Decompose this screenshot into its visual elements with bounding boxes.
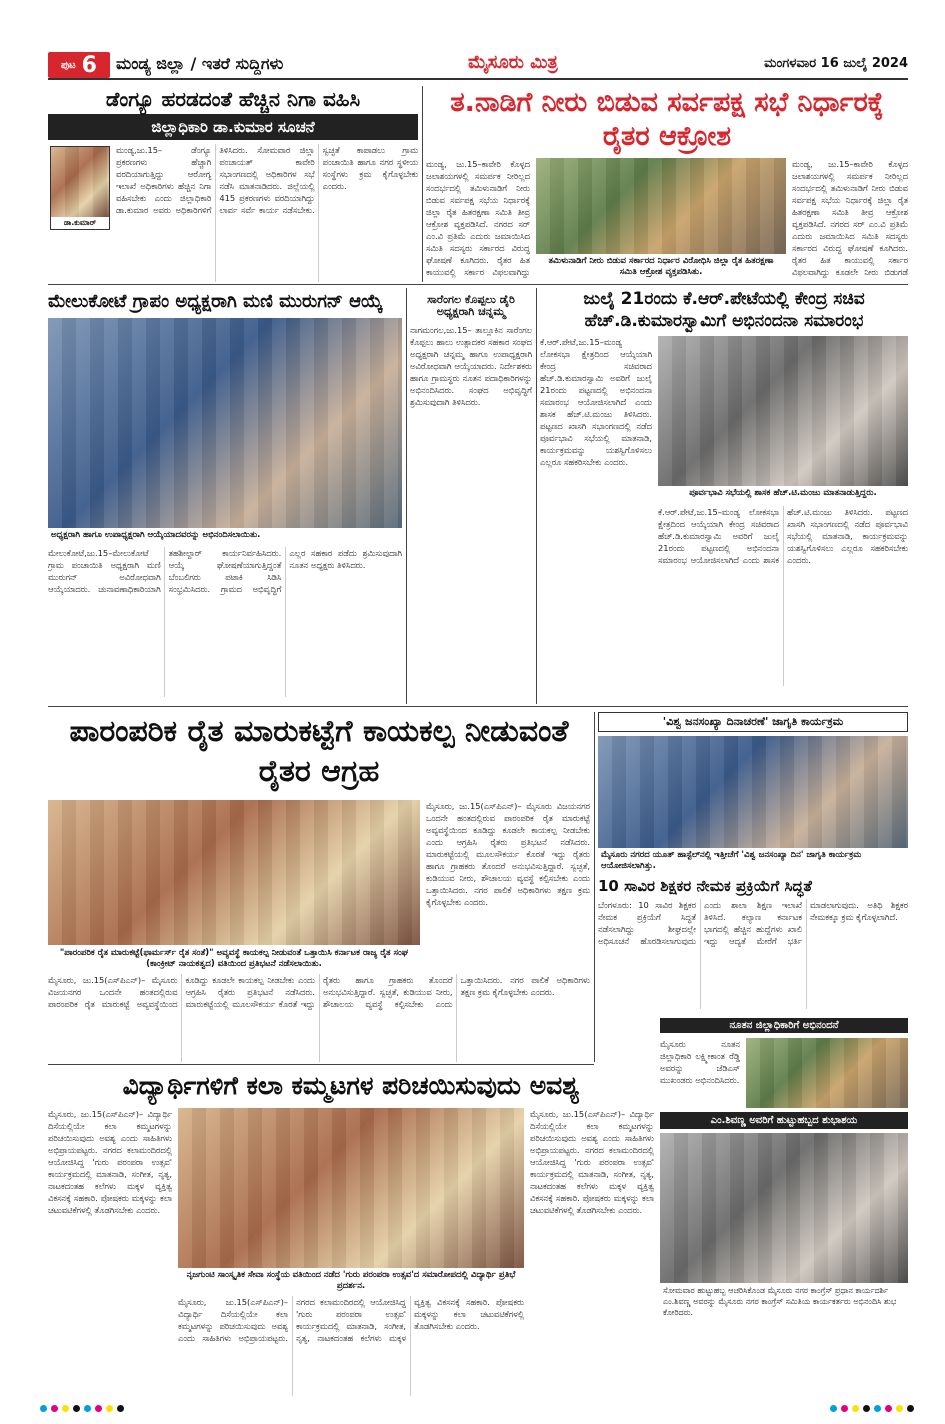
population-photo [598, 736, 908, 848]
saremgala-headline: ಸಾರೆಂಗಲ ಕೊಪ್ಪಲು ಡೈರಿ ಅಧ್ಯಕ್ಷರಾಗಿ ಚನ್ನಮ್ಮ [427, 293, 515, 319]
article-saremgala [410, 288, 532, 704]
kr-pete-photo [658, 336, 908, 486]
article-birthday [660, 1112, 908, 1398]
cauvery-body-right: ಮಂಡ್ಯ, ಜು.15–ಕಾವೇರಿ ಕೊಳ್ಳದ ಜಲಾಶಯಗಳಲ್ಲಿ ಸಮರ್ಪಕ ನೀರಿಲ್ಲದ ಸಂದರ್ಭದಲ್ಲಿ ತಮಿಳುನಾಡಿಗೆ ನೀರು ಬಿಡುವ ಸರ್ವಪಕ್ಷ ಸಭೆಯ ನಿರ್ಧಾರಕ್ಕೆ ಜಿಲ್ಲಾ ರೈತ ಹಿತರಕ್ಷಣಾ ಸಮಿತಿ ತೀವ್ರ ಆಕ್ರೋಶ ವ್ಯಕ್ತಪಡಿಸಿದೆ. ನಗರದ ಸರ್ ಎಂ.ವಿ ಪ್ರತಿಮೆ ಎದುರು ಜಮಾಯಿಸಿದ ಸಮಿತಿ ಸದಸ್ಯರು ಸರ್ಕಾರದ ವಿರುದ್ಧ ಘೋಷಣೆ ಕೂಗಿದರು. ರೈತರ ಹಿತ ಕಾಯುವಲ್ಲಿ ಸರ್ಕಾರ ವಿಫಲವಾಗಿದ್ದು ಕೂಡಲೇ ನೀರು ಬಿಡುಗಡೆ [792, 159, 908, 277]
kr-pete-headline: ಜುಲೈ 21ರಂದು ಕೆ.ಆರ್.ಪೇಟೆಯಲ್ಲಿ ಕೇಂದ್ರ ಸಚಿವ ಹೆಚ್.ಡಿ.ಕುಮಾರಸ್ವಾಮಿಗೆ ಅಭಿನಂದನಾ ಸಮಾರಂಭ [583, 289, 865, 331]
art-body-right: ಮೈಸೂರು, ಜು.15(ಎಸ್‌ಪಿಎನ್)– ವಿದ್ಯಾರ್ಥಿ ದಿಸೆಯಲ್ಲಿಯೇ ಕಲಾ ಕಮ್ಮಟಗಳನ್ನು ಪರಿಚಯಿಸುವುದು ಅವಶ್ಯ ಎಂದು ಸಾಹಿತಿಗಳು ಅಭಿಪ್ರಾಯಪಟ್ಟರು. ನಗರದ ಕಲಾಮಂದಿರದಲ್ಲಿ ಆಯೋಜಿಸಿದ್ದ 'ಗುರು ಪರಂಪರಾ ಉತ್ಸವ' ಕಾರ್ಯಕ್ರಮದಲ್ಲಿ ಮಾತನಾಡಿ, ಸಂಗೀತ, ನೃತ್ಯ, ನಾಟಕದಂತಹ ಕಲೆಗಳು ಮಕ್ಕಳ ವ್ಯಕ್ತಿತ್ವ ವಿಕಸನಕ್ಕೆ ಸಹಕಾರಿ. ಪೋಷಕರು ಮಕ್ಕಳನ್ನು ಕಲಾ ಚಟುವಟಿಕೆಗಳಲ್ಲಿ ತೊಡಗಿಸಬೇಕು ಎಂದರು. [530, 1109, 654, 1215]
cauvery-photo-caption: ತಮಿಳುನಾಡಿಗೆ ನೀರು ಬಿಡುವ ಸರ್ಕಾರದ ನಿರ್ಧಾರ ವಿರೋಧಿಸಿ ಜಿಲ್ಲಾ ರೈತ ಹಿತರಕ್ಷಣಾ ಸಮಿತಿ ಆಕ್ರೋಶ ವ್ಯಕ್ತಪಡಿಸಿತು. [548, 256, 774, 277]
market-headline: ಪಾರಂಪರಿಕ ರೈತ ಮಾರುಕಟ್ಟೆಗೆ ಕಾಯಕಲ್ಪ ನೀಡುವಂತೆ ರೈತರ ಆಗ್ರಹ [69, 714, 569, 789]
market-photo [48, 800, 420, 945]
registration-marks-right [830, 1405, 914, 1412]
melukote-body: ಮೇಲುಕೋಟೆ,ಜು.15–ಮೇಲುಕೋಟೆ ಗ್ರಾಮ ಪಂಚಾಯಿತಿ ಅಧ್ಯಕ್ಷರಾಗಿ ಮಣಿ ಮುರುಗನ್ ಅವಿರೋಧವಾಗಿ ಆಯ್ಕೆಯಾದರು. ಚುನಾವಣಾಧಿಕಾರಿಯಾಗಿ ತಹಶೀಲ್ದಾರ್ ಕಾರ್ಯನಿರ್ವಹಿಸಿದರು. ಆಯ್ಕೆ ಘೋಷಣೆಯಾಗುತ್ತಿದ್ದಂತೆ ಬೆಂಬಲಿಗರು ಪಟಾಕಿ ಸಿಡಿಸಿ ಸಂಭ್ರಮಿಸಿದರು. ಗ್ರಾಮದ ಅಭಿವೃದ್ಧಿಗೆ ಎಲ್ಲರ ಸಹಕಾರ ಪಡೆದು ಶ್ರಮಿಸುವುದಾಗಿ ನೂತನ ಅಧ್ಯಕ್ಷರು ತಿಳಿಸಿದರು. [48, 547, 402, 594]
article-new-dc [660, 1018, 908, 1108]
dengue-headline: ಡೆಂಗ್ಯೂ ಹರಡದಂತೆ ಹೆಚ್ಚಿನ ನಿಗಾ ವಹಿಸಿ [105, 87, 361, 111]
article-cauvery [426, 86, 908, 282]
article-art [48, 1068, 654, 1398]
paper-name: ಮೈಸೂರು ಮಿತ್ರ [468, 52, 558, 73]
market-body: ಮೈಸೂರು, ಜು.15(ಎಸ್‌ಪಿಎನ್)– ಮೈಸೂರು ವಿಜಯನಗರ ಒಂದನೇ ಹಂತದಲ್ಲಿರುವ ಪಾರಂಪರಿಕ ರೈತ ಮಾರುಕಟ್ಟೆ ಅವ್ಯವಸ್ಥೆಯಿಂದ ಕೂಡಿದ್ದು ಕೂಡಲೇ ಕಾಯಕಲ್ಪ ನೀಡಬೇಕು ಎಂದು ಆಗ್ರಹಿಸಿ ರೈತರು ಪ್ರತಿಭಟನೆ ನಡೆಸಿದರು. ಮಾರುಕಟ್ಟೆಯಲ್ಲಿ ಮೂಲಸೌಕರ್ಯ ಕೊರತೆ ಇದ್ದು ರೈತರು ಹಾಗೂ ಗ್ರಾಹಕರು ತೊಂದರೆ ಅನುಭವಿಸುತ್ತಿದ್ದಾರೆ. ಸ್ವಚ್ಛತೆ, ಕುಡಿಯುವ ನೀರು, ಶೌಚಾಲಯ ವ್ಯವಸ್ಥೆ ಕಲ್ಪಿಸಬೇಕು ಎಂದು ಒತ್ತಾಯಿಸಿದರು. ನಗರ ಪಾಲಿಕೆ ಅಧಿಕಾರಿಗಳು ತಕ್ಷಣ ಕ್ರಮ ಕೈಗೊಳ್ಳಬೇಕು ಎಂದರು. [48, 975, 590, 1009]
kr-pete-body-right: ಕೆ.ಆರ್.ಪೇಟೆ,ಜು.15–ಮಂಡ್ಯ ಲೋಕಸಭಾ ಕ್ಷೇತ್ರದಿಂದ ಆಯ್ಕೆಯಾಗಿ ಕೇಂದ್ರ ಸಚಿವರಾದ ಹೆಚ್.ಡಿ.ಕುಮಾರಸ್ವಾಮಿ ಅವರಿಗೆ ಜುಲೈ 21ರಂದು ಪಟ್ಟಣದಲ್ಲಿ ಅಭಿನಂದನಾ ಸಮಾರಂಭ ಆಯೋಜಿಸಲಾಗಿದೆ ಎಂದು ಶಾಸಕ ಹೆಚ್.ಟಿ.ಮಂಜು ತಿಳಿಸಿದರು. ಪಟ್ಟಣದ ಖಾಸಗಿ ಸಭಾಂಗಣದಲ್ಲಿ ನಡೆದ ಪೂರ್ವಭಾವಿ ಸಭೆಯಲ್ಲಿ ಮಾತನಾಡಿ, ಕಾರ್ಯಕ್ರಮವನ್ನು ಯಶಸ್ವಿಗೊಳಿಸಲು ಎಲ್ಲರೂ ಸಹಕರಿಸಬೇಕು ಎಂದರು. [658, 507, 908, 565]
art-photo [178, 1108, 524, 1268]
dengue-body: ಮಂಡ್ಯ,ಜು.15– ಡೆಂಗ್ಯೂ ಪ್ರಕರಣಗಳು ಹೆಚ್ಚಾಗಿ ವರದಿಯಾಗುತ್ತಿದ್ದು ಆರೋಗ್ಯ ಇಲಾಖೆ ಅಧಿಕಾರಿಗಳು ಹೆಚ್ಚಿನ ನಿಗಾ ವಹಿಸಬೇಕು ಎಂದು ಜಿಲ್ಲಾಧಿಕಾರಿ ಡಾ.ಕುಮಾರ ಅವರು ಅಧಿಕಾರಿಗಳಿಗೆ ತಿಳಿಸಿದರು. ಸೋಮವಾರ ಜಿಲ್ಲಾ ಪಂಚಾಯತ್ ಕಾವೇರಿ ಸಭಾಂಗಣದಲ್ಲಿ ಅಧಿಕಾರಿಗಳ ಸಭೆ ನಡೆಸಿ ಮಾತನಾಡಿದರು. ಜಿಲ್ಲೆಯಲ್ಲಿ 415 ಪ್ರಕರಣಗಳು ವರದಿಯಾಗಿದ್ದು ಲಾರ್ವ ಸರ್ವೆ ಕಾರ್ಯ ನಡೆಸಬೇಕು. ಸ್ವಚ್ಛತೆ ಕಾಪಾಡಲು ಗ್ರಾಮ ಪಂಚಾಯಿತಿ ಹಾಗೂ ನಗರ ಸ್ಥಳೀಯ ಸಂಸ್ಥೆಗಳು ಕ್ರಮ ಕೈಗೊಳ್ಳಬೇಕು ಎಂದರು. [116, 145, 418, 215]
article-melukote [48, 288, 402, 704]
cauvery-photo [536, 158, 786, 254]
art-photo-caption: ನೃಜಗುಂಟಿ ಸಾಂಸ್ಕೃತಿಕ ಸೇವಾ ಸಂಸ್ಥೆಯ ವತಿಯಿಂದ ನಡೆದ 'ಗುರು ಪರಂಪರಾ ಉತ್ಸವ'ದ ಸಮಾರೋಪದಲ್ಲಿ ವಿದ್ಯಾರ್ಥಿ ಪ್ರತಿಭೆ ಪ್ರದರ್ಶನ. [186, 1270, 516, 1291]
portrait-photo [51, 147, 109, 217]
column-rule [536, 288, 537, 704]
new-dc-photo [746, 1038, 908, 1108]
cauvery-headline: ತ.ನಾಡಿಗೆ ನೀರು ಬಿಡುವ ಸರ್ವಪಕ್ಷ ಸಭೆ ನಿರ್ಧಾರಕ್ಕೆ ರೈತರ ಆಕ್ರೋಶ [450, 87, 884, 152]
page-number-badge [48, 52, 110, 78]
page-label: ಪುಟ [61, 59, 76, 71]
dengue-subhead: ಜಿಲ್ಲಾಧಿಕಾರಿ ಡಾ.ಕುಮಾರ ಸೂಚನೆ [48, 114, 418, 140]
teachers-body: ಬೆಂಗಳೂರು: 10 ಸಾವಿರ ಶಿಕ್ಷಕರ ನೇಮಕ ಪ್ರಕ್ರಿಯೆಗೆ ಸಿದ್ಧತೆ ನಡೆಸಲಾಗಿದ್ದು ಶೀಘ್ರದಲ್ಲೇ ಅಧಿಸೂಚನೆ ಹೊರಡಿಸಲಾಗುವುದು ಎಂದು ಶಾಲಾ ಶಿಕ್ಷಣ ಇಲಾಖೆ ತಿಳಿಸಿದೆ. ಕಲ್ಯಾಣ ಕರ್ನಾಟಕ ಭಾಗದಲ್ಲಿ ಹೆಚ್ಚಿನ ಹುದ್ದೆಗಳು ಖಾಲಿ ಇದ್ದು ಆದ್ಯತೆ ಮೇರೆಗೆ ಭರ್ತಿ ಮಾಡಲಾಗುವುದು. ಅತಿಥಿ ಶಿಕ್ಷಕರ ನೇಮಕಕ್ಕೂ ಕ್ರಮ ಕೈಗೊಳ್ಳಲಾಗಿದೆ. [598, 899, 908, 946]
column-rule [422, 86, 423, 282]
column-rule [406, 288, 407, 704]
section-title: ಮಂಡ್ಯ ಜಿಲ್ಲಾ / ಇತರೆ ಸುದ್ದಿಗಳು [116, 54, 284, 73]
melukote-photo [48, 318, 402, 528]
birthday-photo [660, 1133, 908, 1283]
new-dc-body: ಮೈಸೂರು ನೂತನ ಜಿಲ್ಲಾಧಿಕಾರಿ ಲಕ್ಷ್ಮೀಕಾಂತ ರೆಡ್ಡಿ ಅವರನ್ನು ಜೆಡಿಎಸ್ ಮುಖಂಡರು ಅಭಿನಂದಿಸಿದರು. [660, 1039, 740, 1085]
article-dengue [48, 86, 418, 282]
kr-pete-body-left: ಕೆ.ಆರ್.ಪೇಟೆ,ಜು.15–ಮಂಡ್ಯ ಲೋಕಸಭಾ ಕ್ಷೇತ್ರದಿಂದ ಆಯ್ಕೆಯಾಗಿ ಕೇಂದ್ರ ಸಚಿವರಾದ ಹೆಚ್.ಡಿ.ಕುಮಾರಸ್ವಾಮಿ ಅವರಿಗೆ ಜುಲೈ 21ರಂದು ಪಟ್ಟಣದಲ್ಲಿ ಅಭಿನಂದನಾ ಸಮಾರಂಭ ಆಯೋಜಿಸಲಾಗಿದೆ ಎಂದು ಶಾಸಕ ಹೆಚ್.ಟಿ.ಮಂಜು ತಿಳಿಸಿದರು. ಪಟ್ಟಣದ ಖಾಸಗಿ ಸಭಾಂಗಣದಲ್ಲಿ ನಡೆದ ಪೂರ್ವಭಾವಿ ಸಭೆಯಲ್ಲಿ ಮಾತನಾಡಿ, ಕಾರ್ಯಕ್ರಮವನ್ನು ಯಶಸ್ವಿಗೊಳಿಸಲು ಎಲ್ಲರೂ ಸಹಕರಿಸಬೇಕು ಎಂದರು. [540, 337, 652, 467]
paper-date: ಮಂಗಳವಾರ 16 ಜುಲೈ 2024 [764, 56, 908, 71]
registration-marks-left [40, 1405, 124, 1412]
art-body-left: ಮೈಸೂರು, ಜು.15(ಎಸ್‌ಪಿಎನ್)– ವಿದ್ಯಾರ್ಥಿ ದಿಸೆಯಲ್ಲಿಯೇ ಕಲಾ ಕಮ್ಮಟಗಳನ್ನು ಪರಿಚಯಿಸುವುದು ಅವಶ್ಯ ಎಂದು ಸಾಹಿತಿಗಳು ಅಭಿಪ್ರಾಯಪಟ್ಟರು. ನಗರದ ಕಲಾಮಂದಿರದಲ್ಲಿ ಆಯೋಜಿಸಿದ್ದ 'ಗುರು ಪರಂಪರಾ ಉತ್ಸವ' ಕಾರ್ಯಕ್ರಮದಲ್ಲಿ ಮಾತನಾಡಿ, ಸಂಗೀತ, ನೃತ್ಯ, ನಾಟಕದಂತಹ ಕಲೆಗಳು ಮಕ್ಕಳ ವ್ಯಕ್ತಿತ್ವ ವಿಕಸನಕ್ಕೆ ಸಹಕಾರಿ. ಪೋಷಕರು ಮಕ್ಕಳನ್ನು ಕಲಾ ಚಟುವಟಿಕೆಗಳಲ್ಲಿ ತೊಡಗಿಸಬೇಕು ಎಂದರು. [48, 1109, 172, 1215]
melukote-photo-caption: ಅಧ್ಯಕ್ಷರಾಗಿ ಹಾಗೂ ಉಪಾಧ್ಯಕ್ಷರಾಗಿ ಆಯ್ಕೆಯಾದವರನ್ನು ಅಭಿನಂದಿಸಲಾಯಿತು. [51, 529, 261, 540]
masthead [48, 50, 908, 80]
kr-pete-photo-caption: ಪೂರ್ವಭಾವಿ ಸಭೆಯಲ್ಲಿ ಶಾಸಕ ಹೆಚ್.ಟಿ.ಮಂಜು ಮಾತನಾಡುತ್ತಿದ್ದರು. [689, 488, 877, 498]
birthday-headline: ಎಂ.ಶಿವಣ್ಣ ಅವರಿಗೆ ಹುಟ್ಟುಹಬ್ಬದ ಶುಭಾಶಯ [660, 1112, 908, 1129]
melukote-headline: ಮೇಲುಕೋಟೆ ಗ್ರಾಪಂ ಅಧ್ಯಕ್ಷರಾಗಿ ಮಣಿ ಮುರುಗನ್ ಆಯ್ಕೆ [48, 291, 383, 312]
new-dc-headline: ನೂತನ ಜಿಲ್ಲಾಧಿಕಾರಿಗೆ ಅಭಿನಂದನೆ [660, 1018, 908, 1033]
saremgala-body: ನಾಗಮಂಗಲ,ಜು.15– ತಾಲ್ಲೂಕಿನ ಸಾರೆಂಗಲ ಕೊಪ್ಪಲು ಹಾಲು ಉತ್ಪಾದಕರ ಸಹಕಾರ ಸಂಘದ ಅಧ್ಯಕ್ಷರಾಗಿ ಚನ್ನಮ್ಮ ಹಾಗೂ ಉಪಾಧ್ಯಕ್ಷರಾಗಿ ಅವಿರೋಧವಾಗಿ ಆಯ್ಕೆಯಾದರು. ನಿರ್ದೇಶಕರು ಹಾಗೂ ಗ್ರಾಮಸ್ಥರು ನೂತನ ಪದಾಧಿಕಾರಿಗಳನ್ನು ಅಭಿನಂದಿಸಿದರು. ಸಂಘದ ಅಭಿವೃದ್ಧಿಗೆ ಶ್ರಮಿಸುವುದಾಗಿ ತಿಳಿಸಿದರು. [410, 325, 532, 408]
cauvery-body-left: ಮಂಡ್ಯ, ಜು.15–ಕಾವೇರಿ ಕೊಳ್ಳದ ಜಲಾಶಯಗಳಲ್ಲಿ ಸಮರ್ಪಕ ನೀರಿಲ್ಲದ ಸಂದರ್ಭದಲ್ಲಿ ತಮಿಳುನಾಡಿಗೆ ನೀರು ಬಿಡುವ ಸರ್ವಪಕ್ಷ ಸಭೆಯ ನಿರ್ಧಾರಕ್ಕೆ ಜಿಲ್ಲಾ ರೈತ ಹಿತರಕ್ಷಣಾ ಸಮಿತಿ ತೀವ್ರ ಆಕ್ರೋಶ ವ್ಯಕ್ತಪಡಿಸಿದೆ. ನಗರದ ಸರ್ ಎಂ.ವಿ ಪ್ರತಿಮೆ ಎದುರು ಜಮಾಯಿಸಿದ ಸಮಿತಿ ಸದಸ್ಯರು ಸರ್ಕಾರದ ವಿರುದ್ಧ ಘೋಷಣೆ ಕೂಗಿದರು. ರೈತರ ಹಿತ ಕಾಯುವಲ್ಲಿ ಸರ್ಕಾರ ವಿಫಲವಾಗಿದ್ದು [426, 159, 530, 277]
dengue-portrait [50, 146, 110, 230]
art-body-mid: ಮೈಸೂರು, ಜು.15(ಎಸ್‌ಪಿಎನ್)– ವಿದ್ಯಾರ್ಥಿ ದಿಸೆಯಲ್ಲಿಯೇ ಕಲಾ ಕಮ್ಮಟಗಳನ್ನು ಪರಿಚಯಿಸುವುದು ಅವಶ್ಯ ಎಂದು ಸಾಹಿತಿಗಳು ಅಭಿಪ್ರಾಯಪಟ್ಟರು. ನಗರದ ಕಲಾಮಂದಿರದಲ್ಲಿ ಆಯೋಜಿಸಿದ್ದ 'ಗುರು ಪರಂಪರಾ ಉತ್ಸವ' ಕಾರ್ಯಕ್ರಮದಲ್ಲಿ ಮಾತನಾಡಿ, ಸಂಗೀತ, ನೃತ್ಯ, ನಾಟಕದಂತಹ ಕಲೆಗಳು ಮಕ್ಕಳ ವ್ಯಕ್ತಿತ್ವ ವಿಕಸನಕ್ಕೆ ಸಹಕಾರಿ. ಪೋಷಕರು ಮಕ್ಕಳನ್ನು ಕಲಾ ಚಟುವಟಿಕೆಗಳಲ್ಲಿ ತೊಡಗಿಸಬೇಕು ಎಂದರು. [178, 1297, 524, 1343]
page-number: 6 [81, 52, 97, 78]
article-kr-pete [540, 288, 908, 704]
portrait-caption: ಡಾ.ಕುಮಾರ್ [63, 218, 97, 227]
teachers-headline: 10 ಸಾವಿರ ಶಿಕ್ಷಕರ ನೇಮಕ ಪ್ರಕ್ರಿಯೆಗೆ ಸಿದ್ಧತೆ [598, 877, 812, 895]
article-market [48, 712, 590, 970]
article-population [598, 712, 908, 872]
row-rule [48, 284, 908, 285]
row-rule [48, 706, 908, 707]
birthday-photo-caption: ಸೋಮವಾರ ಹುಟ್ಟುಹಬ್ಬ ಆಚರಿಸಿಕೊಂಡ ಮೈಸೂರು ನಗರ ಕಾಂಗ್ರೆಸ್ ಪ್ರಧಾನ ಕಾರ್ಯದರ್ಶಿ ಎಂ.ಶಿವಣ್ಣ ಅವರನ್ನು ಮೈಸೂರು ನಗರ ಕಾಂಗ್ರೆಸ್ ಸಮಿತಿಯ ಕಾರ್ಯಕರ್ತರು ಅಭಿನಂದಿಸಿ ಶುಭ ಕೋರಿದರು. [663, 1286, 897, 1317]
art-headline: ವಿದ್ಯಾರ್ಥಿಗಳಿಗೆ ಕಲಾ ಕಮ್ಮಟಗಳ ಪರಿಚಯಿಸುವುದು ಅವಶ್ಯ [122, 1071, 580, 1100]
market-photo-caption: "ಪಾರಂಪರಿಕ ರೈತ ಮಾರುಕಟ್ಟೆ(ಫಾರ್ಮರ್ಸ್ ರೈತ ಸಂತೆ)" ಅವ್ಯವಸ್ಥೆ ಕಾಯಕಲ್ಪ ನೀಡುವಂತೆ ಒತ್ತಾಯಿಸಿ ಕರ್ನಾಟಕ ರಾಜ್ಯ ರೈತ ಸಂಘ (ಕಾಂಕ್ರೀಟ್ ನಾಯಕತ್ವದ) ವತಿಯಿಂದ ಪ್ರತಿಭಟನೆ ನಡೆಸಲಾಯಿತು. [59, 948, 409, 969]
population-photo-caption: ಮೈಸೂರು ನಗರದ ಯೂತ್ ಹಾಸ್ಟೆಲ್‌ನಲ್ಲಿ ಇತ್ತೀಚೆಗೆ 'ವಿಶ್ವ ಜನಸಂಖ್ಯಾ ದಿನ' ಜಾಗೃತಿ ಕಾರ್ಯಕ್ರಮ ಆಯೋಜಿಸಲಾಗಿತ್ತು. [601, 850, 862, 872]
column-rule [594, 712, 595, 1062]
population-headline: 'ವಿಶ್ವ ಜನಸಂಖ್ಯಾ ದಿನಾಚರಣೆ' ಜಾಗೃತಿ ಕಾರ್ಯಕ್ರಮ [598, 712, 908, 732]
row-rule [48, 1064, 594, 1065]
market-body-side: ಮೈಸೂರು, ಜು.15(ಎಸ್‌ಪಿಎನ್)– ಮೈಸೂರು ವಿಜಯನಗರ ಒಂದನೇ ಹಂತದಲ್ಲಿರುವ ಪಾರಂಪರಿಕ ರೈತ ಮಾರುಕಟ್ಟೆ ಅವ್ಯವಸ್ಥೆಯಿಂದ ಕೂಡಿದ್ದು ಕೂಡಲೇ ಕಾಯಕಲ್ಪ ನೀಡಬೇಕು ಎಂದು ಆಗ್ರಹಿಸಿ ರೈತರು ಪ್ರತಿಭಟನೆ ನಡೆಸಿದರು. ಮಾರುಕಟ್ಟೆಯಲ್ಲಿ ಮೂಲಸೌಕರ್ಯ ಕೊರತೆ ಇದ್ದು ರೈತರು ಹಾಗೂ ಗ್ರಾಹಕರು ತೊಂದರೆ ಅನುಭವಿಸುತ್ತಿದ್ದಾರೆ. ಸ್ವಚ್ಛತೆ, ಕುಡಿಯುವ ನೀರು, ಶೌಚಾಲಯ ವ್ಯವಸ್ಥೆ ಕಲ್ಪಿಸಬೇಕು ಎಂದು ಒತ್ತಾಯಿಸಿದರು. ನಗರ ಪಾಲಿಕೆ ಅಧಿಕಾರಿಗಳು ತಕ್ಷಣ ಕ್ರಮ ಕೈಗೊಳ್ಳಬೇಕು ಎಂದರು. [426, 801, 590, 907]
article-teachers [598, 876, 908, 1016]
